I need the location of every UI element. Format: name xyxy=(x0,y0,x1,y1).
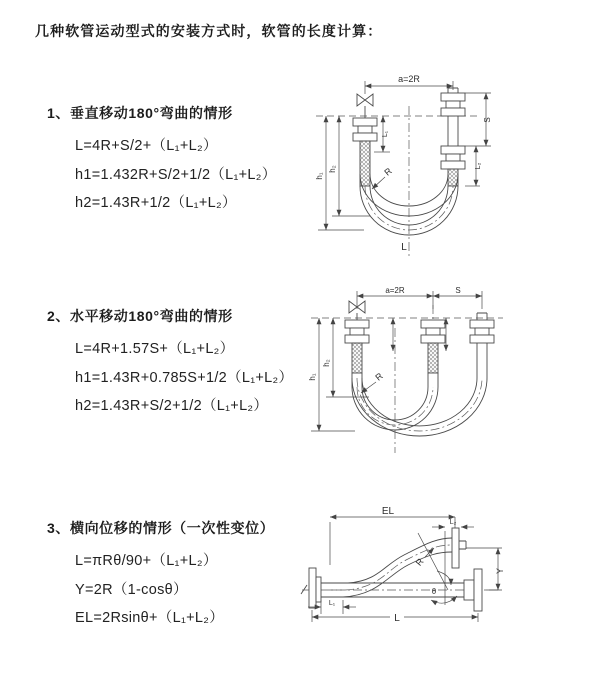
dimension-s xyxy=(465,93,492,146)
right-lower-flange xyxy=(464,569,482,611)
diagram-2-svg xyxy=(303,283,600,461)
section-1-heading: 1、垂直移动180°弯曲的情形 xyxy=(47,105,233,121)
dim-label-l-total: L xyxy=(394,613,400,624)
diagram-1-svg xyxy=(308,68,598,260)
right-upper-flange xyxy=(452,528,466,568)
braided-hose-section xyxy=(360,141,370,186)
section-1 xyxy=(47,103,307,218)
dim-label-l2: L₂ xyxy=(475,162,482,170)
section-3 xyxy=(47,518,307,633)
dim-label-l1: L₁ xyxy=(328,600,336,607)
dimension-s xyxy=(433,286,482,296)
dimension-el xyxy=(330,506,455,565)
section-1-formulas xyxy=(47,132,307,218)
dim-label-h2: h₂ xyxy=(322,359,331,367)
formula-line: Y=2R（1-cosθ） xyxy=(75,581,188,598)
angle-construction xyxy=(418,531,457,605)
dim-label-l1: L₁ xyxy=(382,130,389,138)
dim-label-h2: h₂ xyxy=(328,165,337,173)
dim-label-h1: h₁ xyxy=(308,373,317,381)
dim-label-l-total: L xyxy=(401,242,407,253)
dim-label-a2r: a=2R xyxy=(398,74,420,84)
dim-label-s: S xyxy=(455,286,461,295)
page-title: 几种软管运动型式的安装方式时，软管的长度计算： xyxy=(35,23,383,39)
angle-label-theta: θ xyxy=(431,587,437,596)
formula-line: h2=1.43R+S/2+1/2（L₁+L₂） xyxy=(75,398,269,414)
formula-line: h2=1.43R+1/2（L₁+L₂） xyxy=(75,195,237,211)
dim-label-s: S xyxy=(483,117,492,123)
right-hose-end-fitting xyxy=(441,88,465,186)
section-2-heading: 2、水平移动180°弯曲的情形 xyxy=(47,308,233,324)
formula-line: L=4R+1.57S+（L₁+L₂） xyxy=(75,341,235,357)
left-hose-end-fitting xyxy=(345,320,369,387)
dim-label-r: R xyxy=(373,370,385,383)
diagram-vertical-180-bend xyxy=(308,68,598,260)
valve-icon xyxy=(357,94,373,118)
dimension-l2 xyxy=(465,146,482,186)
dim-label-l2: L₂ xyxy=(449,519,457,526)
formula-line: L=πRθ/90+（L₁+L₂） xyxy=(75,553,218,569)
section-3-formulas xyxy=(47,547,307,633)
centerline-break-mark xyxy=(301,585,307,594)
dimension-l-total xyxy=(312,610,478,624)
radius-label xyxy=(361,370,385,393)
dim-label-el: EL xyxy=(381,506,395,517)
right-hose-end-fitting xyxy=(470,313,494,378)
middle-hose-end-fitting xyxy=(421,320,445,387)
hose-u-bend xyxy=(352,378,487,436)
dim-label-y: Y xyxy=(495,567,505,575)
dimension-a2r xyxy=(357,286,482,309)
section-2 xyxy=(47,306,307,421)
formula-line: h1=1.432R+S/2+1/2（L₁+L₂） xyxy=(75,166,277,183)
diagram-horizontal-180-bend xyxy=(303,283,600,461)
left-hose-end-fitting xyxy=(353,118,377,186)
braided-hose-section xyxy=(352,343,362,373)
dim-label-r: R xyxy=(382,165,394,178)
dim-label-r: R xyxy=(413,556,426,568)
section-2-formulas xyxy=(47,335,307,421)
diagram-lateral-displacement xyxy=(298,503,600,653)
formula-line: L=4R+S/2+（L₁+L₂） xyxy=(75,138,218,154)
left-flange xyxy=(309,568,321,608)
braided-hose-section xyxy=(428,343,438,373)
dim-label-h1: h₁ xyxy=(315,172,324,180)
diagram-3-svg xyxy=(298,503,600,653)
dimension-a2r xyxy=(365,74,453,94)
radius-label xyxy=(372,165,394,189)
formula-line: h1=1.43R+0.785S+1/2（L₁+L₂） xyxy=(75,369,294,386)
dim-label-a2r: a=2R xyxy=(385,286,405,295)
formula-line: EL=2Rsinθ+（L₁+L₂） xyxy=(75,610,225,626)
dimension-l2 xyxy=(432,519,474,527)
section-3-heading: 3、横向位移的情形（一次性变位） xyxy=(47,520,275,536)
